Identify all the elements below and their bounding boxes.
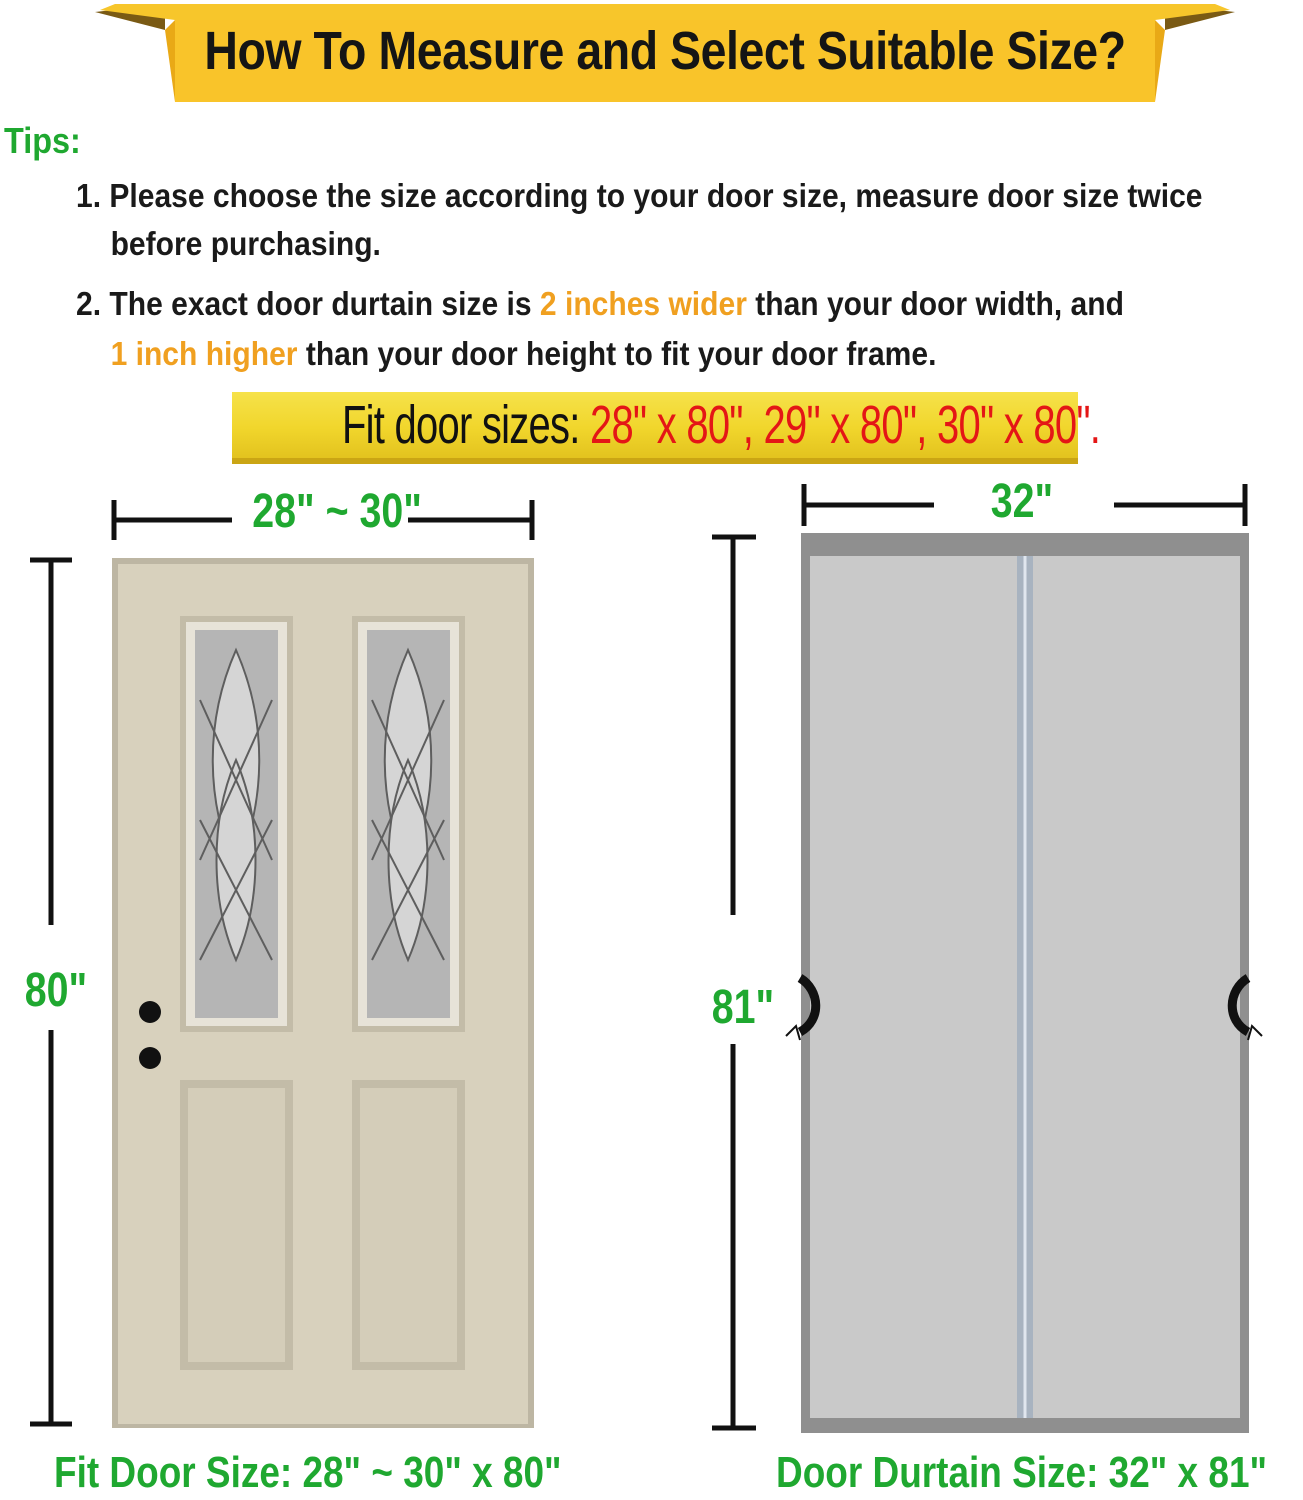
tip-two-text-a: 2. The exact door durtain size is (76, 285, 540, 322)
curtain-width-label: 32" (990, 475, 1054, 528)
fit-sizes-values: 28" x 80", 29" x 80", 30" x 80". (589, 395, 1101, 455)
door-size-caption: Fit Door Size: 28" ~ 30" x 80" (54, 1448, 562, 1497)
door-height-label: 80" (24, 964, 88, 1017)
tip-two-highlight-wider: 2 inches wider (539, 285, 747, 322)
tip-two-text-b: than your door width, and (746, 285, 1124, 322)
curtain-size-caption: Door Durtain Size: 32" x 81" (776, 1448, 1268, 1497)
tips-heading: Tips: (4, 120, 81, 161)
door-width-label: 28" ~ 30" (252, 485, 422, 538)
door-illustration (112, 558, 534, 1428)
tip-one-line2: before purchasing. (110, 225, 381, 262)
fit-sizes-prefix: Fit door sizes: (341, 395, 590, 455)
tip-two-highlight-higher: 1 inch higher (110, 335, 298, 372)
curtain-height-label: 81" (711, 981, 775, 1034)
tip-one-line1: 1. Please choose the size according to your door size, measure door size twice (76, 177, 1203, 214)
tip-two-text-c: than your door height to fit your door frame. (297, 335, 937, 372)
curtain-illustration (786, 533, 1262, 1433)
banner-title: How To Measure and Select Suitable Size? (204, 21, 1126, 81)
